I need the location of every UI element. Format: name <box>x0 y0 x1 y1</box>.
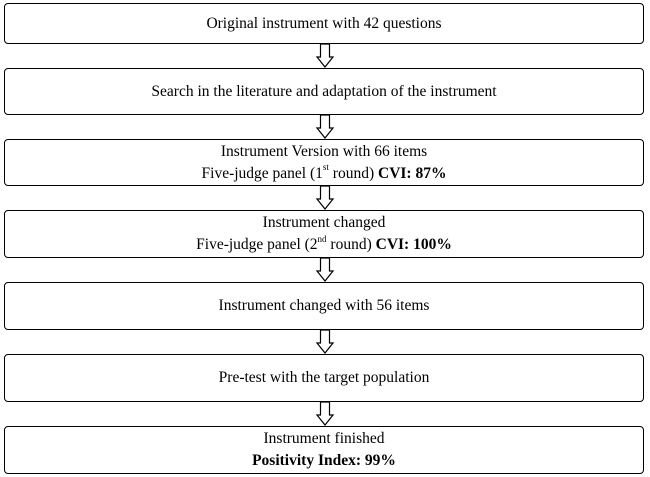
cvi-value: CVI: 100% <box>375 236 452 253</box>
step-1-box <box>4 3 644 44</box>
down-arrow-icon <box>315 44 335 68</box>
step-5-box <box>4 282 644 330</box>
step-6-text: Pre-test with the target population <box>218 369 430 386</box>
step-4-line-1: Instrument changed <box>262 214 386 231</box>
down-arrow-icon <box>315 402 335 426</box>
down-arrow-icon <box>315 330 335 354</box>
step-7-box <box>4 426 644 474</box>
step-3-line-1: Instrument Version with 66 items <box>220 142 428 160</box>
step-3-box <box>4 139 644 186</box>
step-3-line-2: Five-judge panel (1st round) CVI: 87% <box>201 162 447 182</box>
positivity-index: Positivity Index: 99% <box>252 452 396 469</box>
cvi-value: CVI: 87% <box>378 164 447 182</box>
step-6-box <box>4 354 644 402</box>
down-arrow-icon <box>315 115 335 139</box>
step-5-text: Instrument changed with 56 items <box>218 297 430 314</box>
step-1-text: Original instrument with 42 questions <box>206 14 442 32</box>
down-arrow-icon <box>315 186 335 210</box>
step-2-text: Search in the literature and adaptation of the instrument <box>151 82 497 100</box>
step-4-line-2: Five-judge panel (2nd round) CVI: 100% <box>196 233 452 253</box>
down-arrow-icon <box>315 258 335 282</box>
step-7-line-1: Instrument finished <box>263 430 385 447</box>
step-4-box <box>4 210 644 258</box>
step-2-box <box>4 68 644 115</box>
